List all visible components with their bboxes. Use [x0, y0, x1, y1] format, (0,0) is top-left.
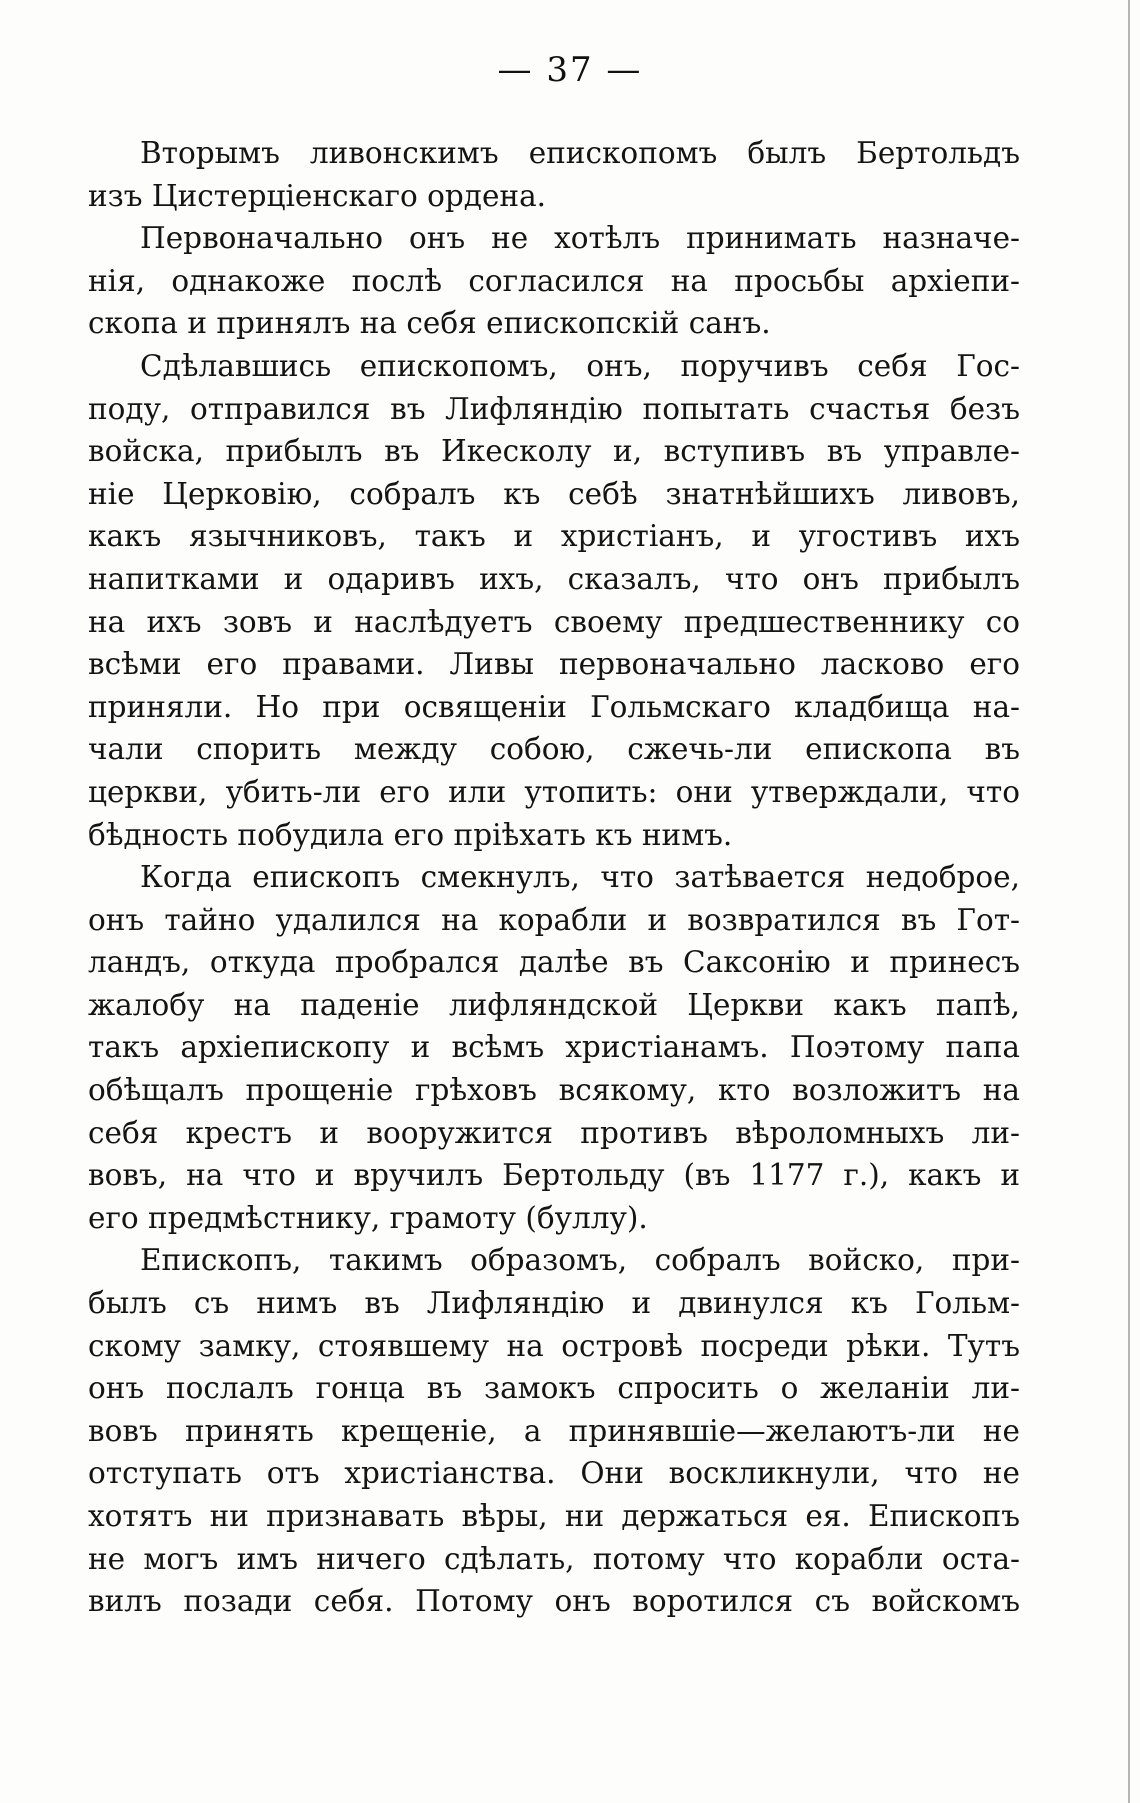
paragraph — [88, 217, 1020, 345]
paragraph — [88, 132, 1020, 217]
text-line: жалобу на паденіе лифляндской Церкви какъ папѣ, — [88, 987, 1020, 1022]
text-line: его предмѣстнику, грамоту (буллу). — [88, 1200, 648, 1235]
text-line: ландъ, откуда пробрался далѣе въ Саксонію и принесъ — [88, 945, 1020, 980]
text-line: отступать отъ христіанства. Они воскликнули, что не — [88, 1456, 1020, 1491]
text-line: Епископъ, такимъ образомъ, собралъ войско, при- — [140, 1243, 1020, 1278]
text-line: ніе Церковію, собралъ къ себѣ знатнѣйшихъ ливовъ, — [88, 476, 1020, 511]
text-line: вовъ принять крещеніе, а принявшіе—желаютъ-ли не — [88, 1413, 1020, 1448]
text-line: такъ архіепископу и всѣмъ христіанамъ. Поэтому папа — [88, 1030, 1020, 1065]
text-line: Первоначально онъ не хотѣлъ принимать назначе- — [140, 221, 1020, 256]
text-line: напитками и одаривъ ихъ, сказалъ, что онъ прибылъ — [88, 561, 1020, 596]
text-line: Сдѣлавшись епископомъ, онъ, поручивъ себя Гос- — [140, 348, 1020, 383]
paragraph — [88, 345, 1020, 856]
text-line: онъ тайно удалился на корабли и возвратился въ Гот- — [88, 902, 1020, 937]
text-line: себя крестъ и вооружится противъ вѣроломныхъ ли- — [88, 1115, 1020, 1150]
text-line: Вторымъ ливонскимъ епископомъ былъ Бертольдъ — [140, 136, 1020, 170]
text-line: онъ послалъ гонца въ замокъ спросить о желаніи ли- — [88, 1371, 1020, 1406]
text-line: поду, отправился въ Лифляндію попытать счастья безъ — [88, 391, 1020, 426]
text-line: всѣми его правами. Ливы первоначально ласково его — [88, 647, 1020, 682]
text-line: не могъ имъ ничего сдѣлать, потому что корабли оста- — [88, 1541, 1020, 1576]
text-line: на ихъ зовъ и наслѣдуетъ своему предшественнику со — [88, 604, 1020, 639]
text-line: какъ язычниковъ, такъ и христіанъ, и угостивъ ихъ — [88, 519, 1020, 554]
text-line: былъ съ нимъ въ Лифляндію и двинулся къ Гольм- — [88, 1286, 1020, 1321]
text-line: изъ Цистерціенскаго ордена. — [88, 178, 547, 213]
text-line: Когда епископъ смекнулъ, что затѣвается недоброе, — [140, 860, 1020, 895]
page-edge-line — [1128, 0, 1130, 1803]
text-line: скому замку, стоявшему на островѣ посреди рѣки. Тутъ — [88, 1328, 1020, 1363]
text-line: чали спорить между собою, сжечь-ли епископа въ — [88, 732, 1020, 767]
paragraph — [88, 1239, 1020, 1622]
text-line: вилъ позади себя. Потому онъ воротился съ войскомъ — [88, 1584, 1020, 1619]
text-line: войска, прибылъ въ Икесколу и, вступивъ въ управле- — [88, 434, 1020, 469]
text-line: бѣдность побудила его пріѣхать къ нимъ. — [88, 817, 733, 852]
text-line: скопа и принялъ на себя епископскій санъ. — [88, 306, 771, 341]
text-line: хотятъ ни признавать вѣры, ни держаться ея. Епископъ — [88, 1499, 1020, 1533]
page-number: — 37 — — [497, 50, 643, 90]
text-line: приняли. Но при освященіи Гольмскаго кладбища на- — [88, 689, 1020, 724]
page-text-body — [88, 132, 1020, 1623]
text-line: обѣщалъ прощеніе грѣховъ всякому, кто возложитъ на — [88, 1073, 1020, 1108]
text-line: церкви, убить-ли его или утопить: они утверждали, что — [88, 774, 1020, 809]
text-line: нія, однакоже послѣ согласился на просьбы архіепи- — [88, 263, 1020, 298]
text-line: вовъ, на что и вручилъ Бертольду (въ 1177 г.), какъ и — [88, 1158, 1020, 1193]
paragraph — [88, 856, 1020, 1239]
